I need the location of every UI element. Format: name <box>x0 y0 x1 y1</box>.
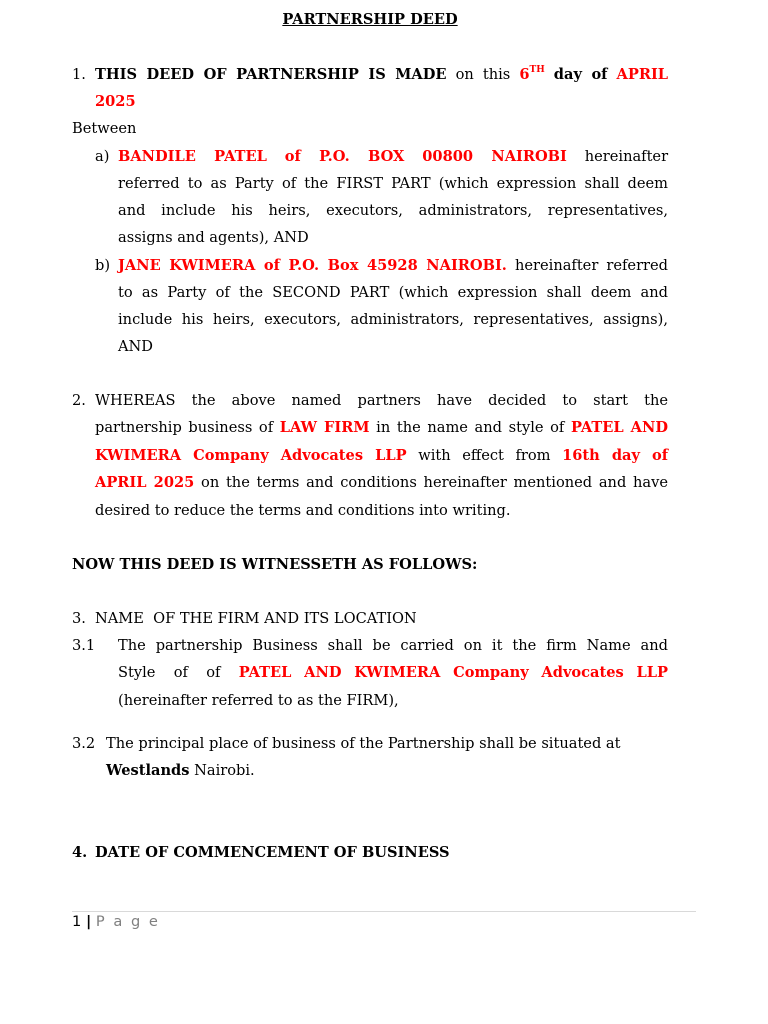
footer-separator: | <box>85 913 92 930</box>
party-b-name: JANE KWIMERA of P.O. Box 45928 NAIROBI. <box>118 257 507 274</box>
clause-2-line-5: desired to reduce the terms and conditions into writing. <box>95 502 511 519</box>
effective-day: 16th day of <box>562 447 669 464</box>
party-a-line-3: and include his heirs, executors, administrators, representatives, <box>118 202 668 219</box>
location-name: Westlands <box>106 762 190 779</box>
clause-4-number: 4. <box>72 844 88 861</box>
party-b-line-2: to as Party of the SECOND PART (which expression shall deem and <box>118 284 668 301</box>
clause-4-heading: DATE OF COMMENCEMENT OF BUSINESS <box>95 844 450 861</box>
party-a-label: a) <box>95 148 110 165</box>
clause-2-line-1: WHEREAS the above named partners have decided to start the <box>95 392 668 409</box>
party-a-line-4: assigns and agents), AND <box>118 229 309 246</box>
business-type: LAW FIRM <box>279 419 370 436</box>
party-a-box: 00800 NAIROBI <box>422 148 567 165</box>
party-a-name: BANDILE PATEL <box>118 148 267 165</box>
clause-3-2-line-1: The principal place of business of the Partnership shall be situated at <box>106 735 621 752</box>
clause-1-number: 1. <box>72 66 86 83</box>
firm-name-part-1: PATEL AND <box>570 419 668 436</box>
clause-3-2-number: 3.2 <box>72 735 96 752</box>
party-b-label: b) <box>95 257 111 274</box>
clause-3-number: 3. <box>72 610 86 627</box>
clause-1-on-this: on this <box>455 66 511 83</box>
clause-2-text: with effect from <box>418 447 551 464</box>
firm-name: PATEL AND KWIMERA Company Advocates LLP <box>238 664 669 681</box>
clause-3-1-line-2 <box>118 663 668 683</box>
witness-heading: NOW THIS DEED IS WITNESSETH AS FOLLOWS: <box>72 556 478 573</box>
clause-3-heading: NAME OF THE FIRM AND ITS LOCATION <box>95 610 417 627</box>
page-number: 1 <box>72 913 82 930</box>
clause-1-line-1 <box>95 65 668 85</box>
clause-1-bold-lead: THIS DEED OF PARTNERSHIP IS MADE <box>95 66 447 83</box>
clause-2-text: on the terms and conditions hereinafter mentioned and have <box>201 474 668 491</box>
page-word: P a g e <box>95 913 160 930</box>
clause-1-day-of: day of <box>553 66 608 83</box>
effective-month-year: APRIL 2025 <box>95 474 195 491</box>
clause-2-line-2 <box>95 418 668 438</box>
page-footer <box>72 912 160 932</box>
clause-3-1-line-1: The partnership Business shall be carried on it the firm Name and <box>118 637 668 654</box>
page-title: PARTNERSHIP DEED <box>282 11 458 28</box>
clause-3-1-line-3: (hereinafter referred to as the FIRM), <box>118 692 399 709</box>
party-b-line-4: AND <box>118 338 154 355</box>
clause-2-text: in the name and style of <box>376 419 565 436</box>
location-city: Nairobi. <box>194 762 255 779</box>
clause-2-line-4 <box>95 473 668 493</box>
party-b-line-1 <box>118 256 668 276</box>
clause-3-1-text: Style of of <box>118 664 221 681</box>
clause-1-day: 6TH <box>519 65 545 83</box>
party-a-line-1 <box>118 147 668 167</box>
party-a-of: of P.O. BOX <box>284 148 405 165</box>
between-label: Between <box>72 120 137 137</box>
clause-2-number: 2. <box>72 392 86 409</box>
firm-name-part-2: KWIMERA Company Advocates LLP <box>95 447 407 464</box>
party-b-hereinafter: hereinafter referred <box>515 257 668 274</box>
clause-1-year: 2025 <box>95 93 136 110</box>
party-a-line-2: referred to as Party of the FIRST PART (which expression shall deem <box>118 175 668 192</box>
clause-3-1-number: 3.1 <box>72 637 96 654</box>
clause-3-2-line-2 <box>106 761 255 781</box>
footer-divider <box>72 911 696 912</box>
party-b-line-3: include his heirs, executors, administrators, representatives, assigns), <box>118 311 668 328</box>
clause-2-line-3 <box>95 446 668 466</box>
party-a-hereinafter: hereinafter <box>584 148 669 165</box>
clause-2-text: partnership business of <box>95 419 274 436</box>
clause-1-month: APRIL <box>616 66 669 83</box>
